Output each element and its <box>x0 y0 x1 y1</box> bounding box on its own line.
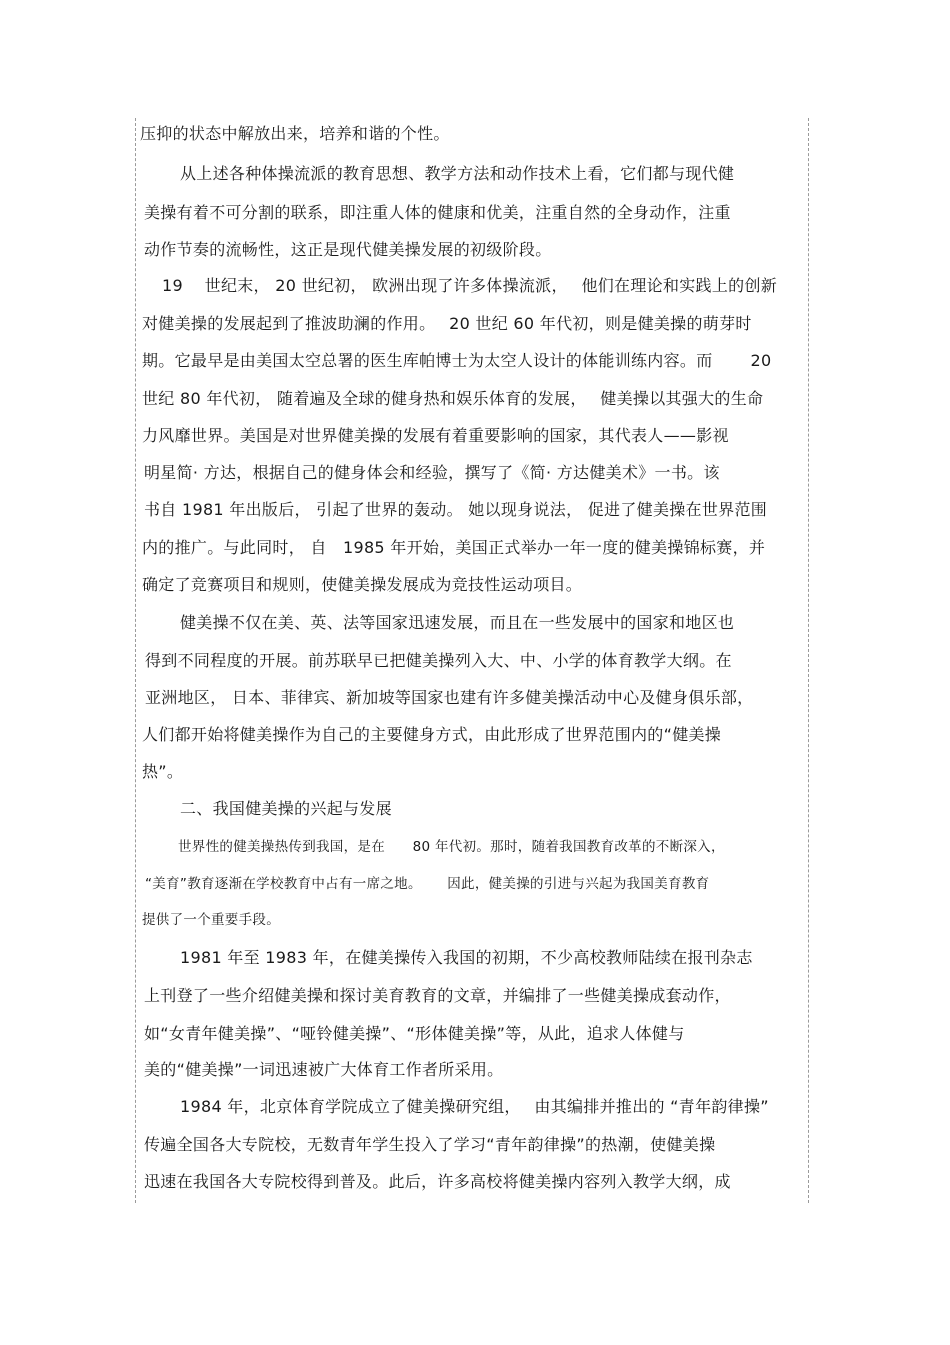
text-line: 力风靡世界。美国是对世界健美操的发展有着重要影响的国家，其代表人——影视 <box>142 426 729 445</box>
text-line: 健美操不仅在美、英、法等国家迅速发展，而且在一些发展中的国家和地区也 <box>180 613 735 632</box>
text-line: 确定了竞赛项目和规则，使健美操发展成为竞技性运动项目。 <box>142 575 583 594</box>
text-line: 1981 年至 1983 年，在健美操传入我国的初期，不少高校教师陆续在报刊杂志 <box>180 948 753 967</box>
text-line: 提供了一个重要手段。 <box>142 912 280 928</box>
text-line: 得到不同程度的开展。前苏联早已把健美操列入大、中、小学的体育教学大纲。在 <box>145 651 732 670</box>
text-line: “美育”教育逐渐在学校教育中占有一席之地。 因此，健美操的引进与兴起为我国美育教育 <box>145 876 710 892</box>
text-line: 上刊登了一些介绍健美操和探讨美育教育的文章，并编排了一些健美操成套动作， <box>144 986 731 1005</box>
text-line: 如“女青年健美操”、“哑铃健美操”、“形体健美操”等，从此，追求人体健与 <box>144 1024 685 1043</box>
text-line: 内的推广。与此同时， 自 1985 年开始，美国正式举办一年一度的健美操锦标赛，并 <box>142 538 766 557</box>
text-line: 明星简· 方达，根据自己的健身体会和经验，撰写了《简· 方达健美术》一书。该 <box>144 463 720 482</box>
text-line: 压抑的状态中解放出来，培养和谐的个性。 <box>140 124 450 143</box>
text-line: 迅速在我国各大专院校得到普及。此后，许多高校将健美操内容列入教学大纲，成 <box>144 1172 731 1191</box>
text-line: 美的“健美操”一词迅速被广大体育工作者所采用。 <box>144 1060 504 1079</box>
text-line: 世纪 80 年代初， 随着遍及全球的健身热和娱乐体育的发展， 健美操以其强大的生命 <box>142 389 764 408</box>
text-line: 1984 年，北京体育学院成立了健美操研究组， 由其编排并推出的 “青年韵律操” <box>180 1097 769 1116</box>
text-line: 19 世纪末， 20 世纪初， 欧洲出现了许多体操流派， 他们在理论和实践上的创新 <box>162 276 778 295</box>
text-line: 人们都开始将健美操作为自己的主要健身方式，由此形成了世界范围内的“健美操 <box>142 725 722 744</box>
text-line: 书自 1981 年出版后， 引起了世界的轰动。 她以现身说法， 促进了健美操在世界范围 <box>144 500 768 519</box>
text-line: 期。它最早是由美国太空总署的医生库帕博士为太空人设计的体能训练内容。而 20 <box>142 351 772 370</box>
text-line: 热”。 <box>142 762 184 781</box>
text-line: 亚洲地区， 日本、菲律宾、新加坡等国家也建有许多健美操活动中心及健身俱乐部， <box>145 688 754 707</box>
text-line: 传遍全国各大专院校，无数青年学生投入了学习“青年韵律操”的热潮，使健美操 <box>144 1135 716 1154</box>
text-line: 美操有着不可分割的联系，即注重人体的健康和优美，注重自然的全身动作，注重 <box>144 203 731 222</box>
text-line: 从上述各种体操流派的教育思想、教学方法和动作技术上看，它们都与现代健 <box>180 164 735 183</box>
text-line: 动作节奏的流畅性，这正是现代健美操发展的初级阶段。 <box>144 240 552 259</box>
text-line: 对健美操的发展起到了推波助澜的作用。 20 世纪 60 年代初，则是健美操的萌芽时 <box>142 314 752 333</box>
section-heading: 二、我国健美操的兴起与发展 <box>180 799 392 818</box>
text-line: 世界性的健美操热传到我国，是在 80 年代初。那时，随着我国教育改革的不断深入， <box>178 839 725 855</box>
right-margin-line <box>808 118 809 1203</box>
left-margin-line <box>135 118 136 1203</box>
